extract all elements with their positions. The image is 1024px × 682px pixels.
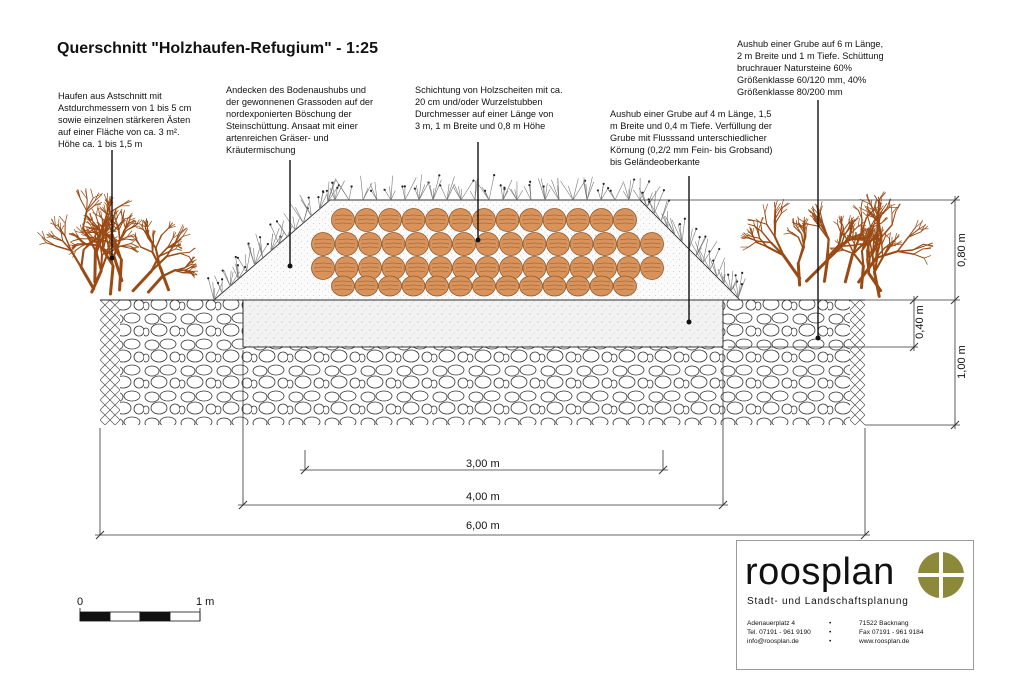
branch-stroke [180, 253, 189, 256]
company-logo-box [736, 540, 974, 670]
log-stack [312, 209, 664, 297]
grass-blade [623, 191, 629, 200]
branch-stroke [765, 204, 768, 213]
branch-stroke [876, 234, 877, 258]
dimension-width-logs: 3,00 m [466, 458, 500, 470]
branch-stroke [914, 249, 923, 254]
grass-blade [363, 188, 368, 200]
branch-stroke [798, 248, 803, 264]
grass-blade [568, 186, 573, 200]
branch-stroke [914, 254, 924, 258]
annotation-stone-pit: Aushub einer Grube auf 6 m Länge, 2 m Breite und 1 m Tiefe. Schüttung bruchrauer Natursteine 60% Größenklasse 60/120 mm, 40% Größenklasse 80/200 mm [737, 39, 884, 97]
branch-stroke [180, 252, 189, 253]
annotation-logs: Schichtung von Holzscheiten mit ca. 20 cm und/oder Wurzelstubben Durchmesser auf einer Länge von 3 m, 1 m Breite und 0,8 m Höhe [415, 85, 563, 131]
grass-blade [340, 186, 349, 200]
grass-blade [615, 182, 624, 200]
branch-stroke [751, 234, 755, 242]
branch-stroke [776, 214, 782, 223]
grass-seedhead [350, 185, 352, 187]
branch-stroke [78, 237, 85, 244]
grass-seedhead [663, 189, 665, 191]
grass-seedhead [543, 185, 545, 187]
grass-seedhead [383, 189, 385, 191]
grass-seedhead [221, 278, 223, 280]
scale-end-label: 1 m [196, 596, 215, 608]
grass-seedhead [529, 181, 531, 183]
grass-blade [224, 270, 230, 286]
scale-start-label: 0 [77, 596, 84, 608]
grass-seedhead [641, 192, 643, 194]
branch-stroke [921, 224, 926, 231]
company-address-right: 71522 Backnang Fax 07191 - 961 9184 www.roosplan.de [859, 620, 924, 645]
grass-blade [489, 175, 494, 200]
grass-seedhead [500, 184, 502, 186]
grass-seedhead [322, 191, 324, 193]
branch-pile-left [38, 188, 198, 294]
grass-seedhead [267, 243, 269, 245]
grass-blade [633, 190, 640, 200]
grass-blade [318, 197, 319, 209]
grass-blade [561, 181, 573, 200]
branch-stroke [176, 249, 181, 250]
grass-seedhead [235, 256, 237, 258]
grass-seedhead [438, 174, 440, 176]
grass-seedhead [207, 277, 209, 279]
grass-seedhead [741, 283, 743, 285]
branch-stroke [77, 190, 80, 200]
grass-blade [349, 187, 352, 200]
grass-blade [624, 183, 629, 200]
grass-blade [295, 207, 303, 223]
branch-stroke [95, 250, 96, 281]
sand-pit-area [243, 300, 723, 347]
grass-blade [517, 190, 523, 200]
branch-stroke [828, 238, 829, 256]
grass-blade [640, 181, 649, 200]
grass-seedhead [718, 248, 720, 250]
branch-stroke [924, 258, 927, 264]
branch-stroke [153, 242, 154, 252]
annotation-branches: Haufen aus Astschnitt mit Astdurchmessern von 1 bis 5 cm sowie einzelnen stärkeren Ästen auf einer Fläche von ca. 3 m². Höhe ca. 1 bis 1,5 m [58, 91, 192, 149]
branch-stroke [133, 271, 151, 290]
branch-stroke [892, 212, 896, 225]
grass-blade [440, 185, 447, 200]
branch-stroke [81, 250, 83, 268]
grass-blade [416, 185, 419, 200]
grass-seedhead [727, 274, 729, 276]
branch-stroke [190, 248, 195, 252]
branch-stroke [868, 217, 871, 227]
branch-stroke [61, 225, 64, 231]
grass-blade [447, 176, 454, 200]
grass-seedhead [404, 185, 406, 187]
branch-stroke [824, 257, 828, 282]
grass-seedhead [439, 184, 441, 186]
branch-stroke [808, 210, 815, 215]
grass-seedhead [308, 196, 310, 198]
company-name: roosplan [745, 551, 895, 593]
grass-blade [415, 189, 419, 200]
branch-stroke [121, 202, 129, 205]
branch-stroke [139, 224, 145, 227]
grass-blade [717, 258, 725, 277]
annotation-sand-pit: Aushub einer Grube auf 4 m Länge, 1,5 m Breite und 0,4 m Tiefe. Verfüllung der Grube mit Flusssand unterschiedlicher Körnung (0,2/2 mm Fein- bis Grobsand) bis Geländeoberkante [610, 109, 773, 167]
branch-stroke [763, 205, 765, 213]
branch-stroke [92, 209, 96, 217]
branch-stroke [765, 213, 767, 224]
branch-stroke [767, 224, 775, 237]
grass-seedhead [695, 228, 697, 230]
grass-seedhead [331, 182, 333, 184]
branch-stroke [758, 230, 759, 238]
branch-stroke [131, 243, 139, 247]
grass-seedhead [679, 223, 681, 225]
branch-stroke [71, 250, 81, 267]
company-subtitle: Stadt- und Landschaftsplanung [747, 596, 909, 607]
grass-seedhead [684, 218, 686, 220]
grass-seedhead [317, 196, 319, 198]
dimension-width-stones: 6,00 m [466, 520, 500, 532]
grass-blade [245, 254, 246, 272]
branch-stroke [784, 233, 790, 234]
grass-seedhead [597, 189, 599, 191]
grass-seedhead [237, 257, 239, 259]
grass-blade [709, 251, 710, 270]
grass-seedhead [414, 187, 416, 189]
grass-seedhead [708, 250, 710, 252]
branch-stroke [161, 228, 168, 235]
grass-seedhead [484, 190, 486, 192]
grass-seedhead [259, 236, 261, 238]
grass-blade [238, 258, 247, 272]
branch-stroke [841, 245, 853, 246]
branch-stroke [80, 199, 86, 210]
grass-seedhead [648, 201, 650, 203]
branch-pile-right [741, 192, 933, 297]
grass-blade [461, 181, 473, 200]
branch-stroke [141, 247, 153, 252]
branch-stroke [40, 243, 47, 245]
grass-seedhead [704, 235, 706, 237]
grass-seedhead [217, 282, 219, 284]
grass-seedhead [741, 272, 743, 274]
grass-blade [501, 185, 503, 200]
branch-stroke [861, 219, 862, 234]
grass-blade [454, 184, 461, 200]
grass-seedhead [401, 185, 403, 187]
grass-blade [573, 181, 585, 200]
grass-seedhead [712, 259, 714, 261]
branch-stroke [147, 221, 151, 227]
branch-stroke [120, 260, 122, 290]
branch-stroke [142, 223, 143, 230]
grass-blade [598, 190, 601, 200]
branch-stroke [83, 211, 87, 228]
branch-stroke [838, 225, 841, 233]
grass-blade [573, 178, 578, 200]
branch-stroke [834, 222, 838, 225]
grass-seedhead [603, 183, 605, 185]
branch-stroke [807, 224, 819, 227]
dimension-width-sand: 4,00 m [466, 491, 500, 503]
grass-seedhead [336, 187, 338, 189]
grass-blade [461, 189, 462, 200]
branch-stroke [743, 247, 749, 250]
grass-seedhead [472, 180, 474, 182]
branch-stroke [897, 251, 913, 254]
grass-seedhead [269, 223, 271, 225]
branch-stroke [924, 256, 931, 259]
dimension-depth-sand: 0,40 m [913, 305, 926, 339]
branch-stroke [148, 276, 162, 292]
annotation-cover: Andecken des Bodenaushubs und der gewonnenen Grassoden auf der nordexponierten Böschung der Steinschüttung. Ansaat mit einer artenreichen Gräser- und Kräutermischung [226, 85, 374, 155]
grass-blade [361, 176, 363, 200]
grass-seedhead [276, 220, 278, 222]
branch-stroke [844, 228, 849, 235]
grass-blade [682, 219, 685, 242]
branch-stroke [156, 235, 162, 248]
branch-stroke [852, 240, 862, 241]
grass-blade [478, 184, 489, 200]
grass-seedhead [648, 180, 650, 182]
branch-stroke [861, 202, 862, 209]
company-address-bullets: • • • [829, 620, 832, 645]
grass-seedhead [222, 270, 224, 272]
grass-blade [689, 229, 696, 249]
branch-stroke [91, 189, 93, 198]
branch-stroke [110, 206, 111, 217]
branch-stroke [879, 192, 886, 200]
branch-stroke [65, 215, 67, 223]
grass-blade [430, 185, 433, 200]
grass-seedhead [699, 236, 701, 238]
branch-stroke [762, 232, 771, 243]
branch-stroke [100, 243, 102, 255]
dimension-depth-stones: 1,00 m [955, 345, 968, 379]
grass-seedhead [370, 190, 372, 192]
grass-seedhead [633, 178, 635, 180]
grass-seedhead [247, 242, 249, 244]
branch-stroke [81, 267, 93, 288]
grass-seedhead [610, 190, 612, 192]
grass-blade [470, 191, 475, 200]
grass-seedhead [607, 187, 609, 189]
logo-mark-icon [917, 551, 965, 599]
grass-seedhead [326, 190, 328, 192]
scale-bar [80, 608, 200, 621]
page-title: Querschnitt "Holzhaufen-Refugium" - 1:25 [57, 40, 378, 57]
dimension-height-logs: 0,80 m [955, 233, 968, 267]
branch-stroke [110, 266, 113, 294]
branch-stroke [741, 237, 748, 238]
grass-seedhead [493, 174, 495, 176]
grass-blade [291, 205, 303, 223]
branch-stroke [102, 219, 103, 230]
branch-stroke [845, 255, 852, 282]
grass-seedhead [503, 187, 505, 189]
branch-stroke [50, 223, 58, 226]
branch-stroke [882, 237, 885, 245]
grass-seedhead [735, 274, 737, 276]
branch-stroke [882, 227, 883, 234]
branch-stroke [59, 216, 65, 223]
company-address-left: Adenauerplatz 4 Tel. 07191 - 961 9190 info@roosplan.de [747, 620, 811, 645]
